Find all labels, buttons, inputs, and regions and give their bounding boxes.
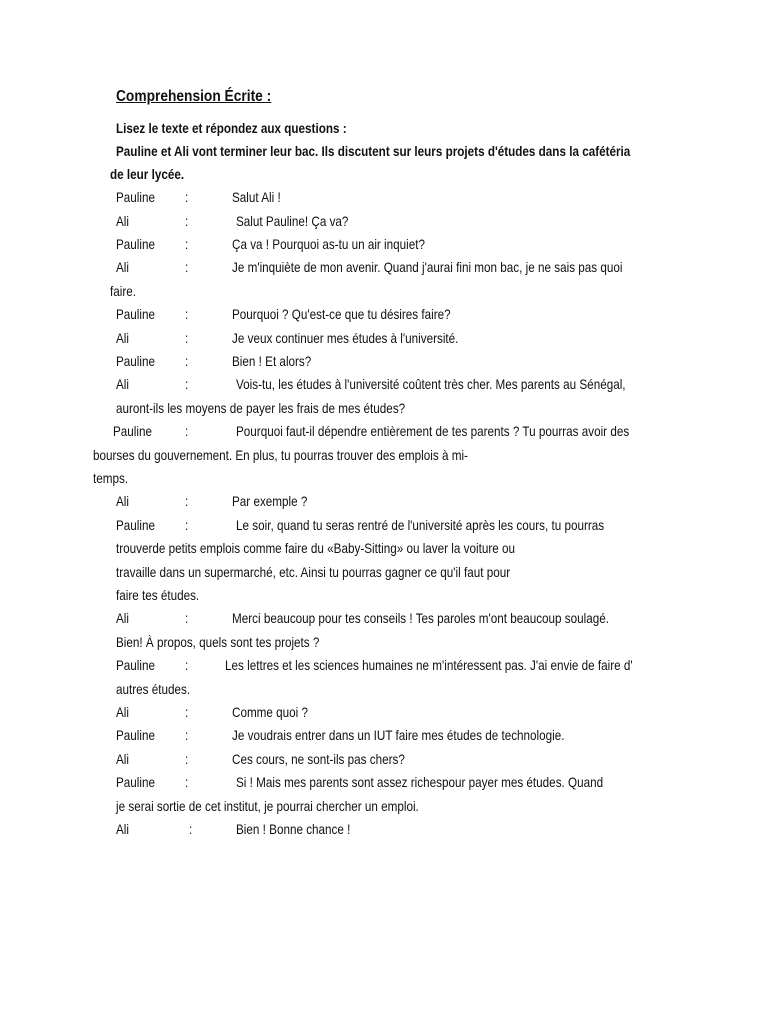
dialogue-line: Bien ! Et alors?	[232, 354, 312, 369]
speaker-name: Ali	[116, 377, 129, 392]
dialogue-line: Par exemple ?	[232, 494, 308, 509]
speaker-name: Pauline	[116, 354, 156, 369]
dialogue-line: Pourquoi ? Qu'est-ce que tu désires faire?	[232, 307, 451, 322]
speaker-name: Ali	[116, 752, 129, 767]
speaker-name: Ali	[116, 331, 129, 346]
speaker-separator: :	[185, 494, 189, 509]
speaker-separator: :	[185, 705, 189, 720]
speaker-name: Pauline	[116, 237, 156, 252]
dialogue-line: Vois-tu, les études à l'université coûtent très cher. Mes parents au Sénégal,	[236, 377, 626, 392]
speaker-name: Ali	[116, 214, 129, 229]
intro-line: Pauline et Ali vont terminer leur bac. Ils discutent sur leurs projets d'études dans la cafétéria	[116, 144, 631, 159]
dialogue-line: Salut Pauline! Ça va?	[236, 214, 349, 229]
speaker-name: Pauline	[116, 190, 156, 205]
speaker-name: Pauline	[116, 728, 156, 743]
speaker-separator: :	[185, 237, 189, 252]
speaker-separator: :	[189, 822, 193, 837]
dialogue-line: Bien ! Bonne chance !	[236, 822, 351, 837]
speaker-separator: :	[185, 611, 189, 626]
intro-line: de leur lycée.	[110, 167, 185, 182]
speaker-name: Ali	[116, 705, 129, 720]
speaker-separator: :	[185, 518, 189, 533]
dialogue-line: Les lettres et les sciences humaines ne m'intéressent pas. J'ai envie de faire d'	[225, 658, 633, 673]
speaker-separator: :	[185, 307, 189, 322]
dialogue-line: je serai sortie de cet institut, je pourrai chercher un emploi.	[116, 799, 419, 814]
speaker-name: Ali	[116, 494, 129, 509]
dialogue-line: Je veux continuer mes études à l'université.	[232, 331, 459, 346]
speaker-name: Pauline	[116, 658, 156, 673]
speaker-name: Pauline	[113, 424, 153, 439]
speaker-name: Pauline	[116, 775, 156, 790]
instruction-text: Lisez le texte et répondez aux questions :	[116, 121, 347, 136]
dialogue-line: autres études.	[116, 682, 191, 697]
speaker-name: Pauline	[116, 307, 156, 322]
dialogue-line: faire tes études.	[116, 588, 200, 603]
dialogue-line: Ces cours, ne sont-ils pas chers?	[232, 752, 405, 767]
dialogue-line: Je m'inquiète de mon avenir. Quand j'aurai fini mon bac, je ne sais pas quoi	[232, 260, 623, 275]
speaker-separator: :	[185, 331, 189, 346]
speaker-name: Ali	[116, 822, 129, 837]
speaker-name: Pauline	[116, 518, 156, 533]
speaker-separator: :	[185, 214, 189, 229]
speaker-separator: :	[185, 354, 189, 369]
speaker-separator: :	[185, 424, 189, 439]
dialogue-line: Le soir, quand tu seras rentré de l'université après les cours, tu pourras	[236, 518, 605, 533]
speaker-separator: :	[185, 377, 189, 392]
dialogue-line: travaille dans un supermarché, etc. Ainsi tu pourras gagner ce qu'il faut pour	[116, 565, 511, 580]
speaker-separator: :	[185, 775, 189, 790]
dialogue-line: Merci beaucoup pour tes conseils ! Tes paroles m'ont beaucoup soulagé.	[232, 611, 610, 626]
page-title: Comprehension Écrite :	[116, 88, 272, 105]
speaker-name: Ali	[116, 260, 129, 275]
dialogue-line: Ça va ! Pourquoi as-tu un air inquiet?	[232, 237, 426, 252]
speaker-separator: :	[185, 260, 189, 275]
dialogue-line: temps.	[93, 471, 129, 486]
speaker-separator: :	[185, 752, 189, 767]
dialogue-line: Si ! Mais mes parents sont assez richespour payer mes études. Quand	[236, 775, 604, 790]
speaker-separator: :	[185, 728, 189, 743]
speaker-separator: :	[185, 658, 189, 673]
speaker-separator: :	[185, 190, 189, 205]
dialogue-line: Salut Ali !	[232, 190, 281, 205]
dialogue-line: Je voudrais entrer dans un IUT faire mes études de technologie.	[232, 728, 565, 743]
speaker-name: Ali	[116, 611, 129, 626]
dialogue-line: faire.	[110, 284, 137, 299]
dialogue-line: trouverde petits emplois comme faire du «Baby-Sitting» ou laver la voiture ou	[116, 541, 515, 556]
dialogue-line: bourses du gouvernement. En plus, tu pourras trouver des emplois à mi-	[93, 448, 468, 463]
dialogue-line: auront-ils les moyens de payer les frais de mes études?	[116, 401, 406, 416]
dialogue-line: Bien! À propos, quels sont tes projets ?	[116, 635, 320, 650]
dialogue-line: Comme quoi ?	[232, 705, 309, 720]
dialogue-line: Pourquoi faut-il dépendre entièrement de tes parents ? Tu pourras avoir des	[236, 424, 630, 439]
